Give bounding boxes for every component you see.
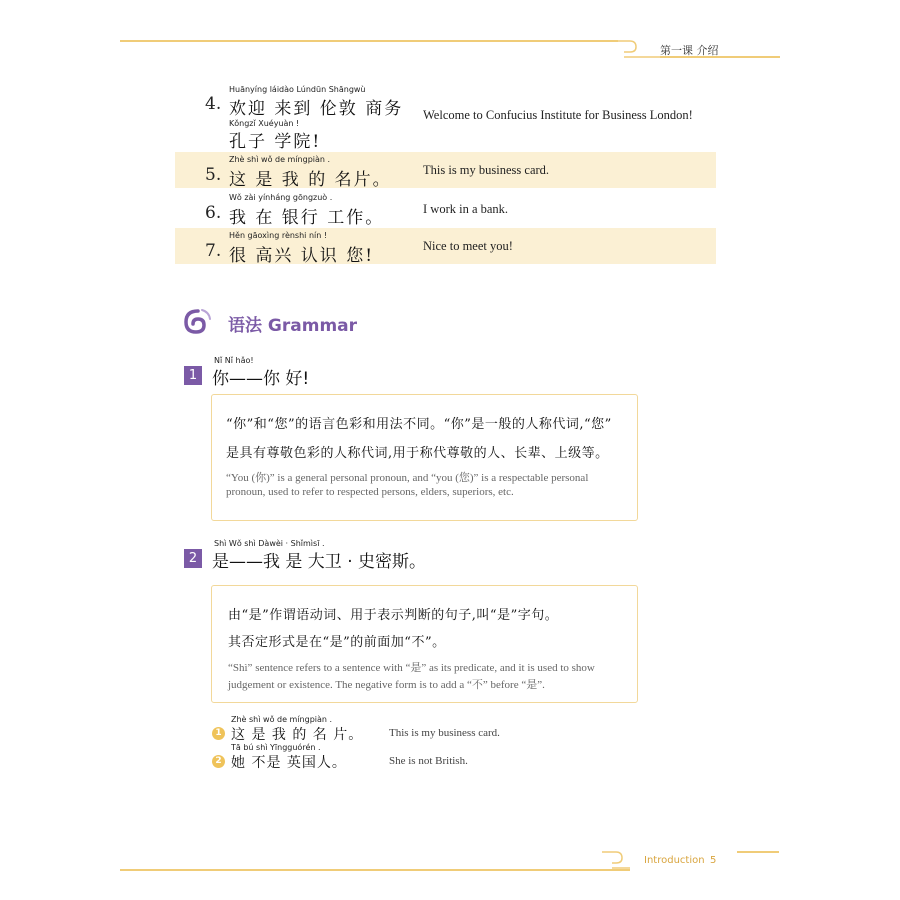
grammar-point-number: 2 (184, 549, 202, 568)
example-bullet-1: 1 (212, 727, 225, 740)
footer-rule-right (737, 851, 779, 853)
grammar-swirl-icon (182, 308, 212, 334)
example-hanzi: 这 是 我 的 名 片。 (231, 727, 364, 743)
sentence-pinyin: Huānyíng láidào Lúndūn Shāngwù (229, 85, 366, 94)
header-rule-left (120, 40, 618, 42)
sentence-number: 7. (205, 241, 222, 261)
grammar-note-box-2 (211, 585, 638, 703)
grammar-point-pinyin: Shì Wǒ shì Dàwèi · Shǐmìsī . (214, 539, 325, 548)
sentence-english: Nice to meet you! (423, 239, 513, 253)
note-en-line: “You (你)” is a general personal pronoun, and “you (您)” is a respectable personal (226, 472, 589, 484)
sentence-row-5 (175, 152, 716, 188)
sentence-hanzi-2: 孔子 学院! (229, 132, 322, 152)
note-zh-line: “你”和“您”的语言色彩和用法不同。“你”是一般的人称代词,“您” (226, 417, 612, 432)
sentence-pinyin: Zhè shì wǒ de míngpiàn . (229, 155, 331, 164)
grammar-point-title: 是——我 是 大卫 · 史密斯。 (212, 552, 427, 572)
sentence-english: This is my business card. (423, 163, 550, 177)
example-english: This is my business card. (389, 727, 500, 739)
sentence-hanzi: 我 在 银行 工作。 (229, 208, 385, 228)
sentence-hanzi: 很 高兴 认识 您! (229, 246, 375, 266)
example-pinyin: Tā bú shì Yīngguórén . (231, 743, 321, 752)
sentence-row-7 (175, 228, 716, 264)
example-hanzi: 她 不是 英国人。 (231, 755, 347, 771)
grammar-point-number: 1 (184, 366, 202, 385)
sentence-pinyin-2: Kǒngzǐ Xuéyuàn ! (229, 119, 300, 128)
note-zh-line: 由“是”作谓语动词、用于表示判断的句子,叫“是”字句。 (228, 608, 559, 623)
sentence-number: 5. (205, 165, 222, 185)
sentence-number: 6. (205, 203, 222, 223)
note-zh-line: 是具有尊敬色彩的人称代词,用于称代尊敬的人、长辈、上级等。 (226, 446, 609, 461)
note-en-line: judgement or existence. The negative form is to add a “不” before “是”. (228, 679, 545, 691)
grammar-note-box-1 (211, 394, 638, 521)
sentence-number: 4. (205, 94, 222, 114)
sentence-hanzi: 欢迎 来到 伦敦 商务 (229, 99, 404, 119)
example-bullet-2: 2 (212, 755, 225, 768)
grammar-point-pinyin: Nǐ Nǐ hǎo! (214, 356, 254, 365)
example-english: She is not British. (389, 755, 468, 767)
grammar-heading: 语法 Grammar (228, 316, 358, 336)
sentence-pinyin: Wǒ zài yínháng gōngzuò . (229, 193, 333, 202)
grammar-point-title: 你——你 好! (212, 369, 310, 389)
sentence-hanzi: 这 是 我 的 名片。 (229, 170, 392, 190)
footer-label: Introduction (644, 855, 705, 866)
note-en-line: pronoun, used to refer to respected persons, elders, superiors, etc. (226, 486, 514, 498)
lesson-label: 第一课 介绍 (660, 44, 719, 57)
footer-rule-left (120, 869, 630, 871)
sentence-english: I work in a bank. (423, 202, 509, 216)
sentence-english: Welcome to Confucius Institute for Business London! (423, 108, 693, 122)
page-number: 5 (710, 855, 717, 866)
note-zh-line: 其否定形式是在“是”的前面加“不”。 (228, 635, 446, 650)
example-pinyin: Zhè shì wǒ de míngpiàn . (231, 715, 333, 724)
sentence-row-6 (175, 190, 716, 226)
header-ornament-icon (614, 38, 664, 60)
sentence-row-4 (175, 84, 716, 150)
sentence-pinyin: Hěn gāoxìng rènshi nín ! (229, 231, 328, 240)
note-en-line: “Shì” sentence refers to a sentence with “是” as its predicate, and it is used to show (228, 662, 595, 674)
